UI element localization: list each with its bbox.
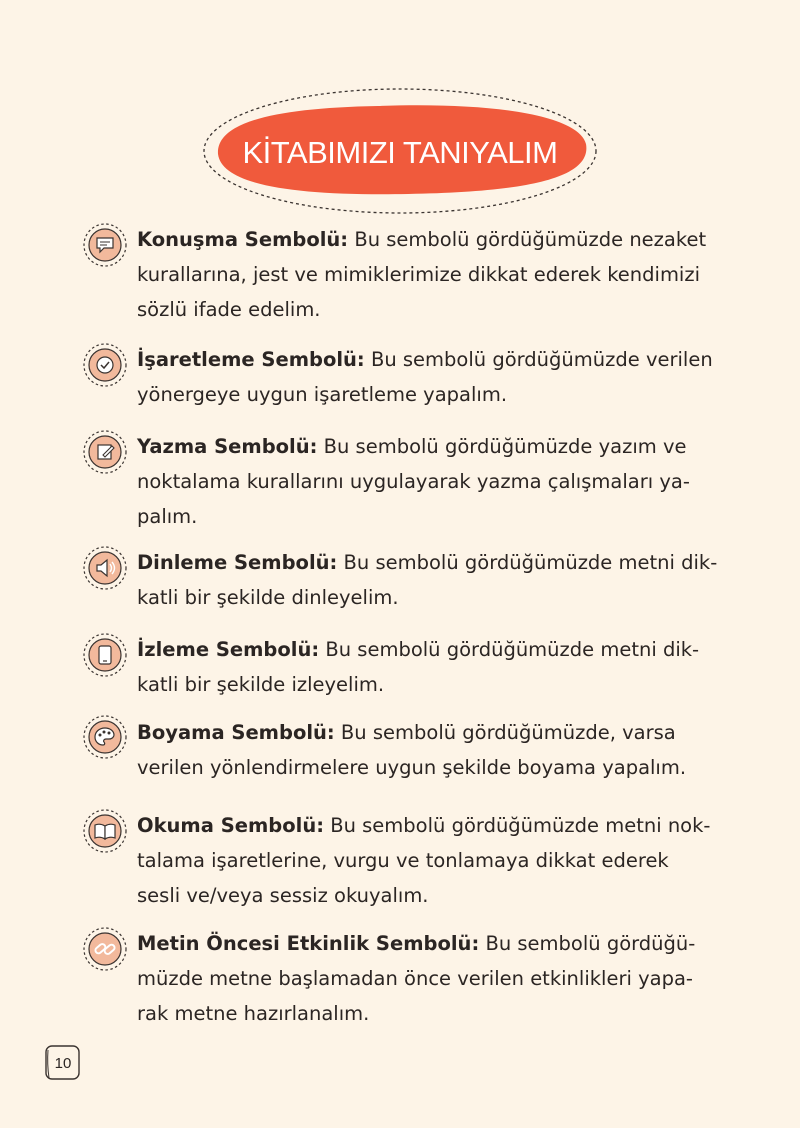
symbol-line-1: Yazma Sembolü: Bu sembolü gördüğümüzde yazım ve <box>137 435 687 458</box>
symbol-line-2: müzde metne başlamadan önce verilen etkinlikleri yapa- <box>137 967 693 990</box>
symbol-name: Boyama Sembolü: <box>137 721 335 744</box>
symbol-line-2: katli bir şekilde izleyelim. <box>137 673 385 696</box>
palette-icon <box>82 714 128 760</box>
symbol-name: Metin Öncesi Etkinlik Sembolü: <box>137 932 480 955</box>
page-number: 10 <box>54 1054 72 1072</box>
page-number-badge <box>44 1044 82 1082</box>
symbol-line-2: talama işaretlerine, vurgu ve tonlamaya dikkat ederek <box>137 849 669 872</box>
symbol-name: Okuma Sembolü: <box>137 814 325 837</box>
symbol-line-3: sesli ve/veya sessiz okuyalım. <box>137 884 429 907</box>
symbol-line-3: sözlü ifade edelim. <box>137 298 321 321</box>
symbol-line-3: rak metne hazırlanalım. <box>137 1002 370 1025</box>
symbol-line-1: Konuşma Sembolü: Bu sembolü gördüğümüzde nezaket <box>137 228 707 251</box>
symbol-line-1: Okuma Sembolü: Bu sembolü gördüğümüzde metni nok- <box>137 814 711 837</box>
symbol-line-2: yönergeye uygun işaretleme yapalım. <box>137 383 508 406</box>
check-circle-icon <box>82 342 128 388</box>
tablet-icon <box>82 632 128 678</box>
link-icon <box>82 926 128 972</box>
page-title: KİTABIMIZI TANIYALIM <box>242 135 558 170</box>
symbol-line-2: katli bir şekilde dinleyelim. <box>137 586 399 609</box>
symbol-line-2: noktalama kurallarını uygulayarak yazma çalışmaları ya- <box>137 470 690 493</box>
symbol-name: Yazma Sembolü: <box>137 435 318 458</box>
symbol-line-3: palım. <box>137 505 198 528</box>
speech-bubble-icon <box>82 222 128 268</box>
symbol-line-1: İzleme Sembolü: Bu sembolü gördüğümüzde metni dik- <box>137 638 700 661</box>
symbol-line-1: Metin Öncesi Etkinlik Sembolü: Bu sembolü gördüğü- <box>137 932 696 955</box>
symbol-line-1: Boyama Sembolü: Bu sembolü gördüğümüzde, varsa <box>137 721 676 744</box>
symbol-line-2: kurallarına, jest ve mimiklerimize dikkat ederek kendimizi <box>137 263 701 286</box>
symbol-name: İzleme Sembolü: <box>137 638 320 661</box>
open-book-icon <box>82 808 128 854</box>
symbol-name: Konuşma Sembolü: <box>137 228 349 251</box>
title-banner <box>198 82 602 220</box>
symbol-line-1: İşaretleme Sembolü: Bu sembolü gördüğümüzde verilen <box>137 348 713 371</box>
symbol-name: İşaretleme Sembolü: <box>137 348 365 371</box>
pencil-note-icon <box>82 429 128 475</box>
speaker-icon <box>82 545 128 591</box>
symbol-name: Dinleme Sembolü: <box>137 551 338 574</box>
symbol-line-1: Dinleme Sembolü: Bu sembolü gördüğümüzde metni dik- <box>137 551 718 574</box>
symbol-line-2: verilen yönlendirmelere uygun şekilde boyama yapalım. <box>137 756 687 779</box>
